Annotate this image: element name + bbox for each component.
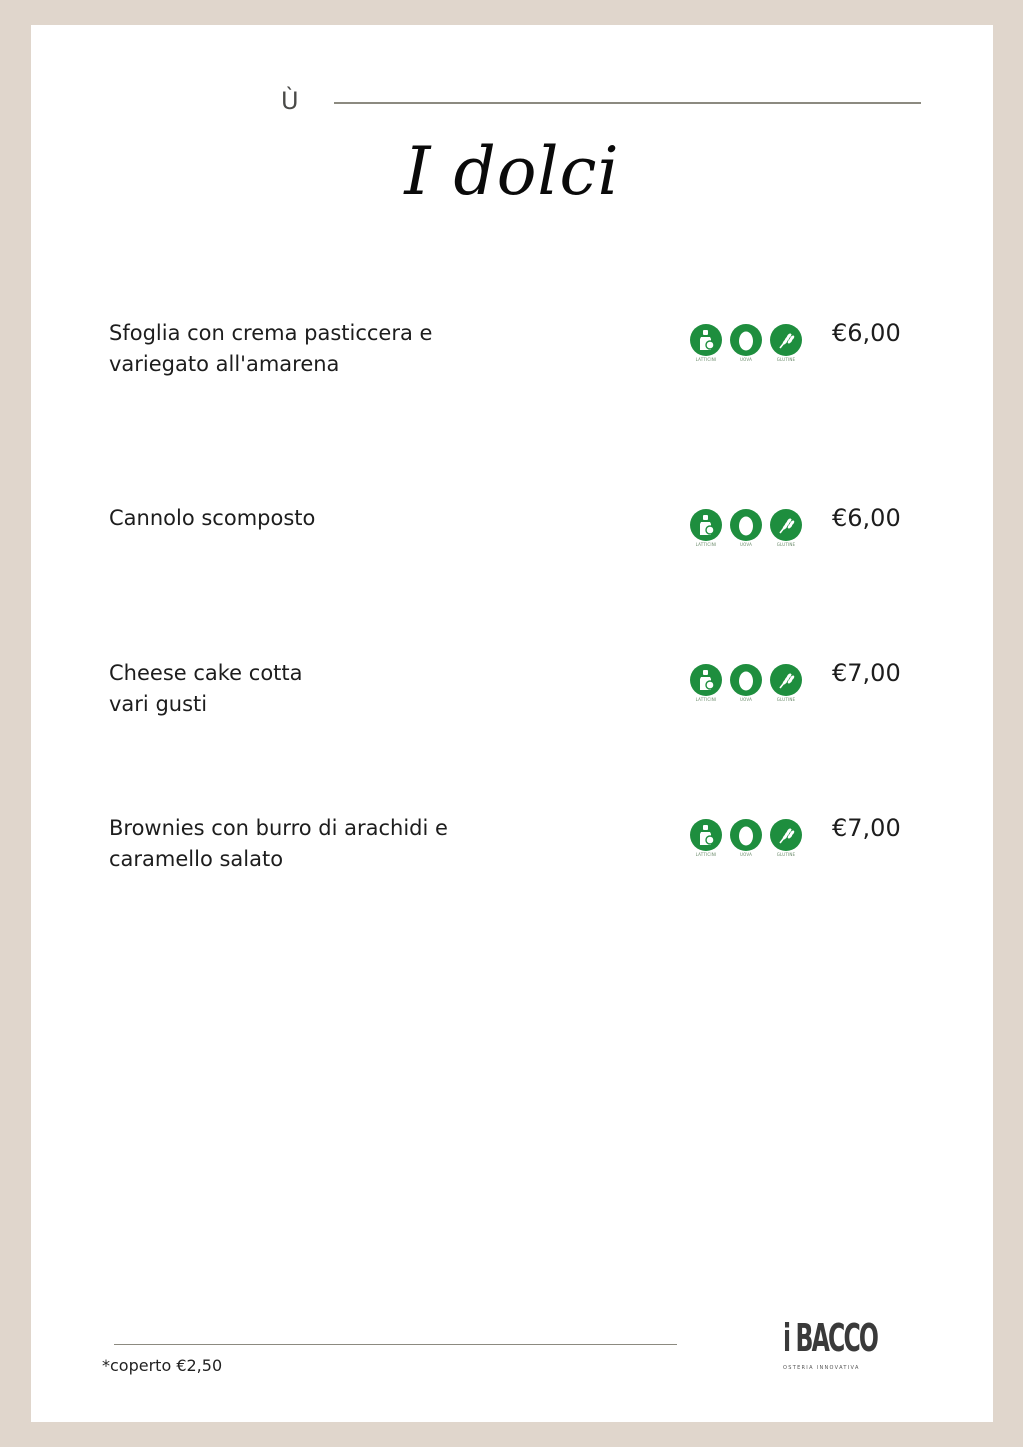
egg-icon — [730, 664, 762, 708]
egg-icon — [730, 324, 762, 368]
top-divider — [334, 102, 921, 104]
gluten-icon — [770, 664, 802, 708]
gluten-icon — [770, 509, 802, 553]
menu-item-price: €6,00 — [832, 504, 901, 532]
menu-item-name-line: Cannolo scomposto — [109, 506, 316, 530]
allergen-label: LATTICINI — [695, 852, 717, 857]
menu-item-name — [109, 503, 529, 534]
menu-page — [31, 25, 993, 1422]
gluten-icon — [770, 819, 802, 863]
allergen-label: UOVA — [739, 852, 753, 857]
allergen-icons — [690, 509, 802, 553]
allergen-label: GLUTINE — [776, 697, 796, 702]
top-letter: Ù — [281, 87, 299, 115]
menu-item-name — [109, 658, 529, 720]
egg-icon — [730, 819, 762, 863]
logo-subtext: OSTERIA INNOVATIVA — [783, 1365, 860, 1371]
menu-item-price: €7,00 — [832, 659, 901, 687]
menu-item-name — [109, 318, 529, 380]
milk-icon — [690, 324, 722, 368]
allergen-label: GLUTINE — [776, 542, 796, 547]
menu-item-name-line: Cheese cake cotta — [109, 661, 303, 685]
cover-charge-note: *coperto €2,50 — [102, 1356, 223, 1375]
allergen-icons — [690, 664, 802, 708]
menu-item-price: €6,00 — [832, 319, 901, 347]
allergen-icons — [690, 819, 802, 863]
menu-item-name — [109, 813, 529, 875]
gluten-icon — [770, 324, 802, 368]
egg-icon — [730, 509, 762, 553]
allergen-label: LATTICINI — [695, 542, 717, 547]
allergen-label: UOVA — [739, 357, 753, 362]
allergen-label: GLUTINE — [776, 357, 796, 362]
menu-item-name-line: Sfoglia con crema pasticcera e — [109, 321, 433, 345]
menu-item-name-line: variegato all'amarena — [109, 352, 340, 376]
milk-icon — [690, 819, 722, 863]
allergen-label: UOVA — [739, 542, 753, 547]
allergen-label: GLUTINE — [776, 852, 796, 857]
footer-divider — [114, 1344, 677, 1345]
allergen-label: LATTICINI — [695, 357, 717, 362]
logo-wordmark: i BACCO — [783, 1316, 878, 1360]
allergen-label: LATTICINI — [695, 697, 717, 702]
allergen-label: UOVA — [739, 697, 753, 702]
milk-icon — [690, 664, 722, 708]
menu-item-price: €7,00 — [832, 814, 901, 842]
menu-item-name-line: Brownies con burro di arachidi e — [109, 816, 448, 840]
restaurant-logo — [783, 1313, 878, 1378]
menu-item-name-line: vari gusti — [109, 692, 208, 716]
page-title: I dolci — [404, 133, 620, 210]
allergen-icons — [690, 324, 802, 368]
milk-icon — [690, 509, 722, 553]
menu-item-name-line: caramello salato — [109, 847, 284, 871]
